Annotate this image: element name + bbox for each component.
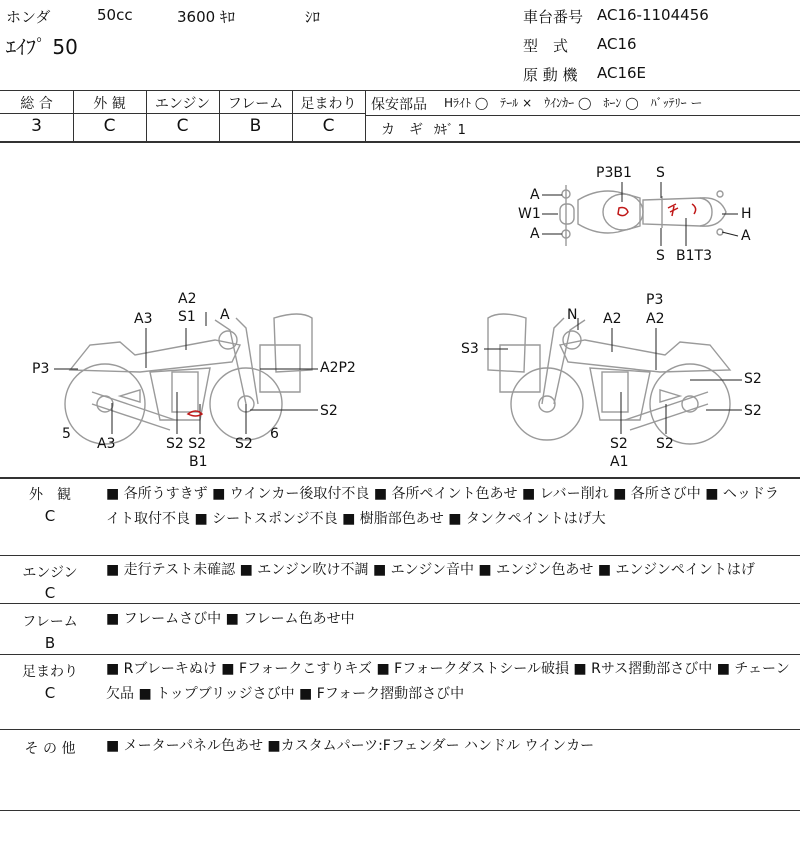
- diagram-label: A: [741, 228, 751, 244]
- engine-no: AC16E: [597, 64, 647, 82]
- rule: [0, 654, 800, 655]
- engine-no-label: 原 動 機: [523, 66, 578, 84]
- diagram-label: S2: [744, 371, 762, 387]
- frame-no: AC16-1104456: [597, 6, 709, 24]
- rule: [0, 729, 800, 730]
- diagram-label: P3B1: [596, 165, 632, 181]
- section-text-other: ■ メーターパネル色あせ ■カスタムパーツ:Fフェンダー ハンドル ウインカー: [106, 738, 595, 754]
- maker: ホンダ: [6, 8, 51, 26]
- top-view-diagram: [560, 185, 726, 246]
- diagram-label: A2: [646, 311, 665, 327]
- diagram-label: S2: [744, 403, 762, 419]
- section-text-frame: ■ フレームさび中 ■ フレーム色あせ中: [106, 611, 355, 627]
- diagram-label: P3: [32, 361, 50, 377]
- rule: [0, 555, 800, 556]
- diagram-label: B1T3: [676, 248, 712, 264]
- grade-label-overall: 総 合: [20, 96, 53, 112]
- key-label: カ ギ: [381, 122, 423, 138]
- frame-no-label: 車台番号: [523, 8, 584, 26]
- color: ｼﾛ: [305, 8, 321, 26]
- diagram-label: S2 S2: [166, 436, 207, 452]
- diagram-label: S2: [235, 436, 253, 452]
- diagram-label: A2P2: [320, 360, 356, 376]
- diagram-label: S: [656, 248, 665, 264]
- rule: [0, 477, 800, 479]
- diagram-label: N: [567, 307, 578, 323]
- safety-label: 保安部品: [371, 97, 427, 113]
- model-type: AC16: [597, 35, 637, 53]
- displacement: 50cc: [97, 6, 133, 24]
- grade-engine: C: [176, 116, 189, 136]
- model-type-label: 型 式: [523, 37, 569, 55]
- rule: [0, 810, 800, 811]
- section-grade-engine: C: [44, 584, 56, 602]
- model-name: ｴｲﾌﾟ 50: [6, 35, 78, 59]
- diagram-label: 6: [270, 426, 279, 442]
- diagram-label: B1: [189, 454, 208, 470]
- damage-mark: [618, 208, 628, 216]
- diagram-label: S: [656, 165, 665, 181]
- diagram-label: P3: [646, 292, 664, 308]
- section-label-engine: エンジン: [22, 565, 78, 581]
- diagram-label: H: [741, 206, 752, 222]
- grade-suspension: C: [322, 116, 335, 136]
- mileage: 3600 ｷﾛ: [177, 8, 235, 26]
- grade-frame: B: [249, 116, 262, 136]
- diagram-label: S1: [178, 309, 196, 325]
- right-side-view-diagram: [488, 314, 730, 444]
- damage-mark: [692, 204, 696, 214]
- rule: [0, 603, 800, 604]
- section-grade-suspension: C: [44, 684, 56, 702]
- diagram-label: S2: [610, 436, 628, 452]
- diagram-label: S2: [656, 436, 674, 452]
- section-grade-frame: B: [44, 634, 56, 652]
- key-value: ｶｷﾞ 1: [434, 123, 466, 138]
- grade-label-suspension: 足まわり: [300, 96, 357, 112]
- safety-items: Hﾗｲﾄ ◯ ﾃｰﾙ × ｳｲﾝｶｰ ◯ ﾎｰﾝ ◯ ﾊﾞｯﾃﾘｰ ー: [444, 96, 703, 110]
- diagram-label: A: [220, 307, 230, 323]
- grade-exterior: C: [103, 116, 116, 136]
- grade-overall: 3: [31, 116, 42, 136]
- diagram-label: A2: [603, 311, 622, 327]
- grade-label-exterior: 外 観: [93, 96, 126, 112]
- section-label-other: そ の 他: [24, 741, 76, 757]
- diagram-label: A2: [178, 291, 197, 307]
- section-label-exterior: 外 観: [29, 487, 71, 503]
- section-text-exterior: ■ 各所うすきず ■ ウインカー後取付不良 ■ 各所ペイント色あせ ■ レバー削れ ■ 各所さび中 ■ ヘッドライト取付不良 ■ シートスポンジ不良 ■ 樹脂部色あせ ■ タンクペイントはげ大: [106, 486, 779, 527]
- grade-label-frame: フレーム: [227, 96, 284, 112]
- diagram-label: W1: [518, 206, 541, 222]
- left-side-view-diagram: [65, 314, 312, 444]
- grade-label-engine: エンジン: [154, 96, 211, 112]
- diagram-label: S2: [320, 403, 338, 419]
- diagram-label: S3: [461, 341, 479, 357]
- section-grade-exterior: C: [44, 507, 56, 525]
- section-label-frame: フレーム: [22, 614, 78, 630]
- damage-mark: [668, 204, 678, 216]
- section-text-suspension: ■ Rブレーキぬけ ■ Fフォークこすりキズ ■ Fフォークダストシール破損 ■ Rサス摺動部さび中 ■ チェーン欠品 ■ トップブリッジさび中 ■ Fフォーク摺動部さび中: [106, 661, 790, 702]
- diagram-label: A: [530, 226, 540, 242]
- diagram-label: 5: [62, 426, 71, 442]
- diagram-label: A1: [610, 454, 629, 470]
- section-text-engine: ■ 走行テスト未確認 ■ エンジン吹け不調 ■ エンジン音中 ■ エンジン色あせ ■ エンジンペイントはげ: [106, 562, 755, 578]
- diagram-label: A3: [134, 311, 153, 327]
- diagram-label: A3: [97, 436, 116, 452]
- diagram-label: A: [530, 187, 540, 203]
- section-label-suspension: 足まわり: [22, 664, 78, 680]
